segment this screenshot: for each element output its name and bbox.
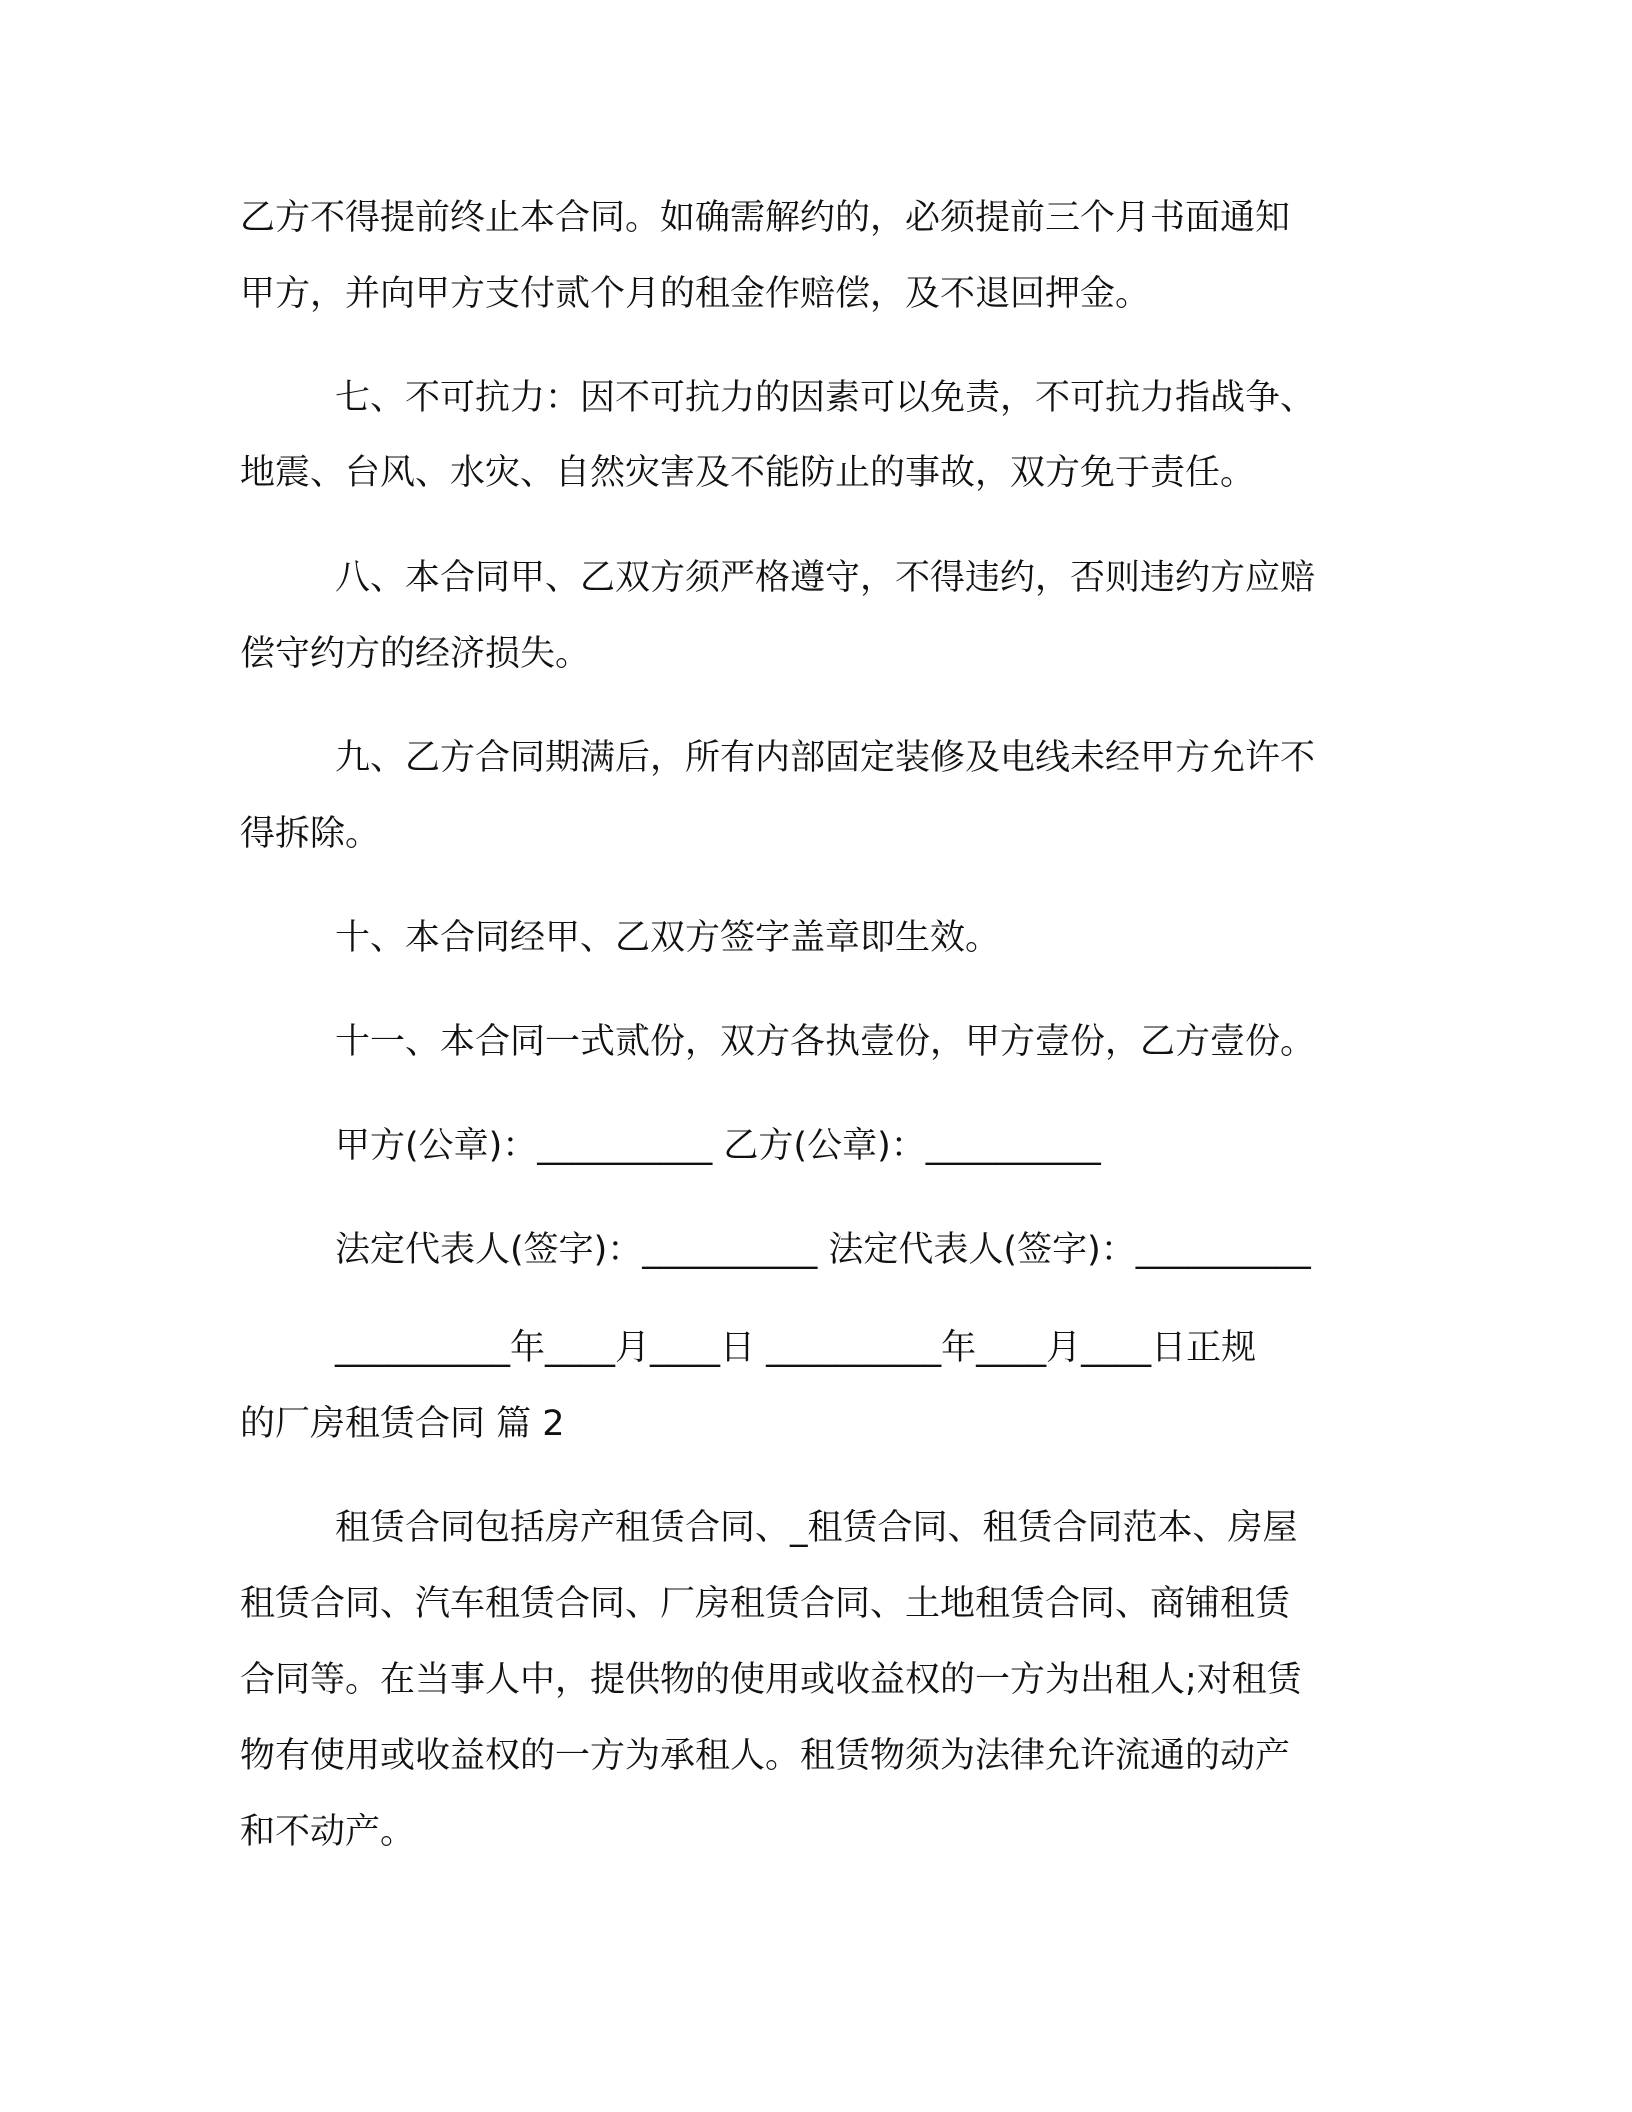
- paragraph-line-4: 物有使用或收益权的一方为承租人。租赁物须为法律允许流通的动产: [240, 1736, 1291, 1776]
- clause-7-line-1: 七、不可抗力：因不可抗力的因素可以免责，不可抗力指战争、: [335, 378, 1316, 418]
- signature-seal-line: 甲方(公章)：__________ 乙方(公章)：__________: [335, 1126, 1101, 1166]
- text-line-2: 甲方，并向甲方支付贰个月的租金作赔偿，及不退回押金。: [240, 274, 1151, 314]
- clause-7-line-2: 地震、台风、水灾、自然灾害及不能防止的事故，双方免于责任。: [240, 453, 1256, 493]
- paragraph-line-1: 租赁合同包括房产租赁合同、_租赁合同、租赁合同范本、房屋: [335, 1508, 1298, 1548]
- paragraph-line-3: 合同等。在当事人中，提供物的使用或收益权的一方为出租人;对租赁: [240, 1660, 1302, 1700]
- clause-10: 十、本合同经甲、乙双方签字盖章即生效。: [335, 918, 1001, 958]
- clause-8-line-2: 偿守约方的经济损失。: [240, 634, 591, 674]
- clause-11: 十一、本合同一式贰份，双方各执壹份，甲方壹份，乙方壹份。: [335, 1022, 1316, 1062]
- clause-9-line-1: 九、乙方合同期满后，所有内部固定装修及电线未经甲方允许不: [335, 738, 1316, 778]
- section-heading-2: 的厂房租赁合同 篇 2: [240, 1404, 565, 1444]
- clause-9-line-2: 得拆除。: [240, 814, 381, 854]
- date-line: __________年____月____日 __________年____月____日正规: [335, 1328, 1257, 1368]
- text-line-1: 乙方不得提前终止本合同。如确需解约的，必须提前三个月书面通知: [240, 198, 1291, 238]
- signature-representative-line: 法定代表人(签字)：__________ 法定代表人(签字)：__________: [335, 1230, 1311, 1270]
- clause-8-line-1: 八、本合同甲、乙双方须严格遵守，不得违约，否则违约方应赔: [335, 558, 1316, 598]
- paragraph-line-2: 租赁合同、汽车租赁合同、厂房租赁合同、土地租赁合同、商铺租赁: [240, 1584, 1291, 1624]
- paragraph-line-5: 和不动产。: [240, 1812, 416, 1852]
